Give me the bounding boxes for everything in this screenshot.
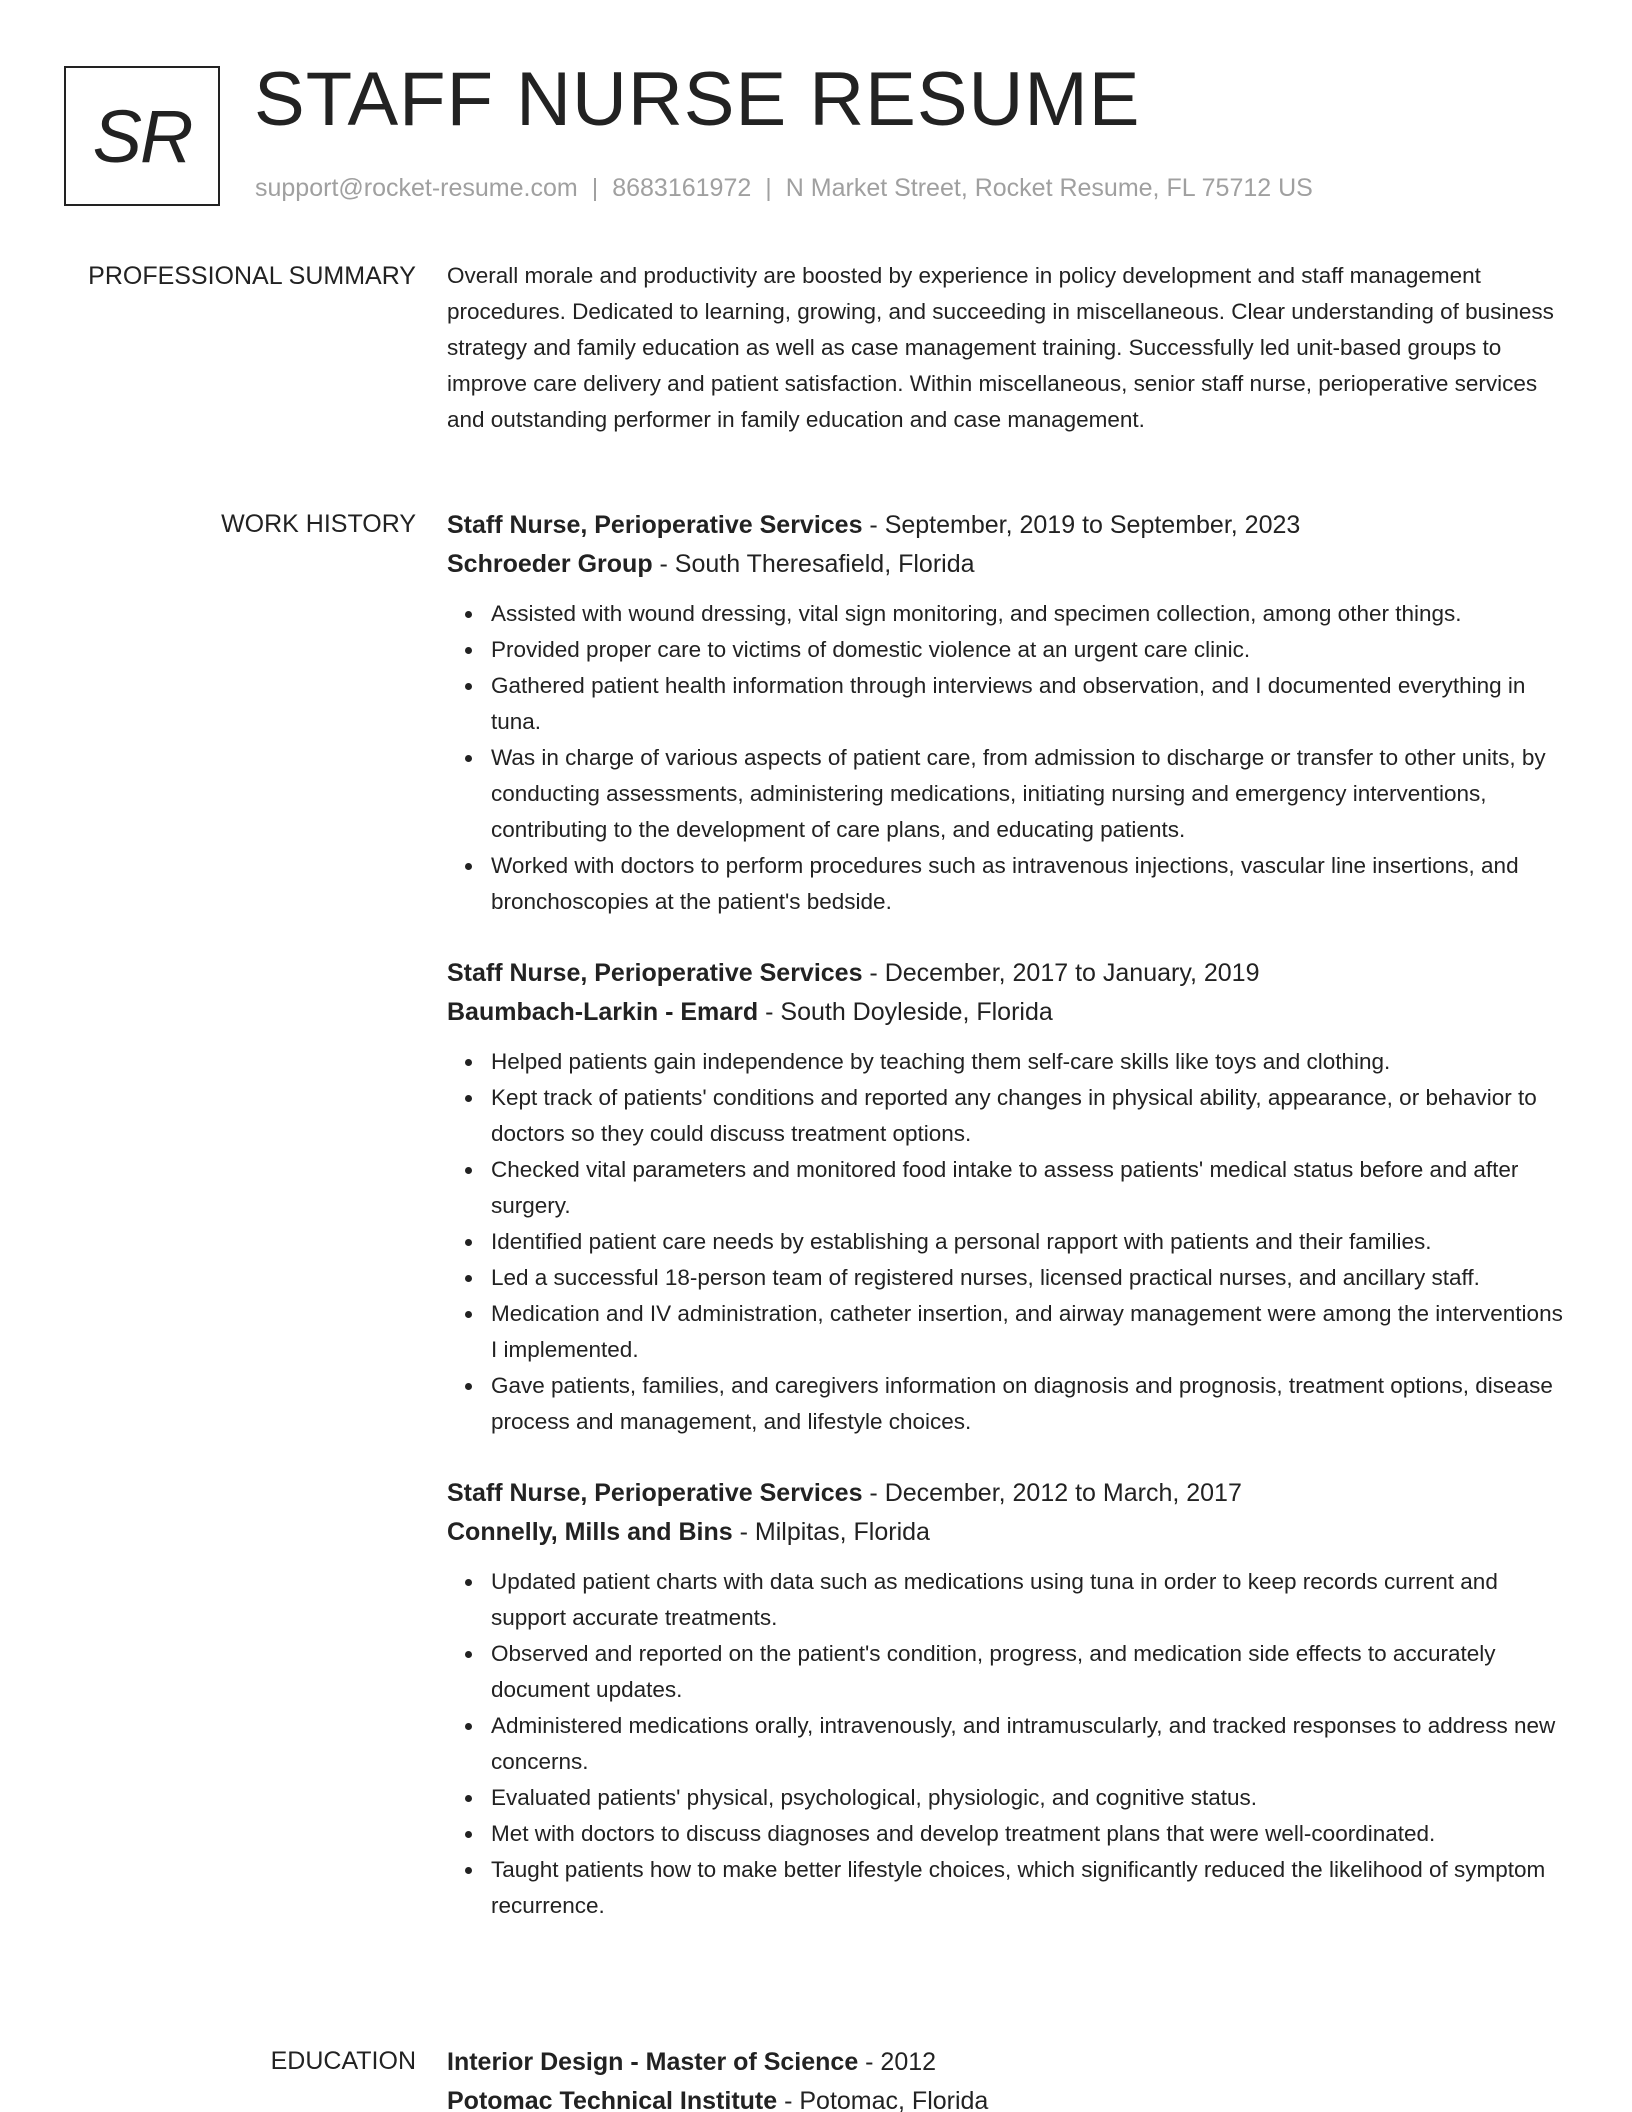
- list-item: [491, 1044, 1569, 1080]
- list-item: [491, 1152, 1569, 1224]
- bullet-icon: [465, 1383, 472, 1390]
- education-year: - 2012: [858, 2048, 937, 2076]
- summary-body: [447, 258, 1569, 438]
- job-location: - South Doyleside, Florida: [758, 998, 1053, 1026]
- bullet-text: Was in charge of various aspects of patient care, from admission to discharge or transfer to other units, by conducting assessments, administering medications, initiating nursing and emergency interventions, contributing to the development of care plans, and educating patients.: [491, 745, 1546, 842]
- job-company: Schroeder Group: [447, 550, 653, 578]
- job-title: Staff Nurse, Perioperative Services: [447, 1479, 863, 1507]
- list-item: [491, 1708, 1569, 1780]
- bullet-text: Led a successful 18-person team of registered nurses, licensed practical nurses, and ancillary staff.: [491, 1265, 1480, 1290]
- bullet-icon: [465, 1311, 472, 1318]
- contact-phone: 8683161972: [612, 174, 752, 202]
- bullet-icon: [465, 683, 472, 690]
- job-dates: - December, 2017 to January, 2019: [862, 959, 1260, 987]
- bullet-text: Worked with doctors to perform procedures such as intravenous injections, vascular line insertions, and bronchoscopies at the patient's bedside.: [491, 853, 1519, 914]
- bullet-text: Provided proper care to victims of domestic violence at an urgent care clinic.: [491, 637, 1251, 662]
- list-item: [491, 1368, 1569, 1440]
- job-duties-list: [447, 596, 1569, 920]
- summary-heading: PROFESSIONAL SUMMARY: [88, 262, 416, 290]
- job-title-line: [447, 954, 1569, 993]
- bullet-text: Updated patient charts with data such as medications using tuna in order to keep records current and support accurate treatments.: [491, 1569, 1498, 1630]
- bullet-text: Kept track of patients' conditions and reported any changes in physical ability, appearance, or behavior to doctors so they could discuss treatment options.: [491, 1085, 1537, 1146]
- education-degree-line: [447, 2043, 1569, 2082]
- job-entry: [447, 954, 1569, 1440]
- bullet-text: Checked vital parameters and monitored food intake to assess patients' medical status before and after surgery.: [491, 1157, 1519, 1218]
- bullet-text: Gathered patient health information through interviews and observation, and I documented everything in tuna.: [491, 673, 1526, 734]
- list-item: [491, 848, 1569, 920]
- job-duties-list: [447, 1564, 1569, 1924]
- job-title-line: [447, 1474, 1569, 1513]
- work-history-heading: WORK HISTORY: [221, 510, 416, 538]
- bullet-text: Observed and reported on the patient's condition, progress, and medication side effects to accurately document updates.: [491, 1641, 1496, 1702]
- bullet-icon: [465, 1651, 472, 1658]
- job-dates: - December, 2012 to March, 2017: [862, 1479, 1242, 1507]
- list-item: [491, 632, 1569, 668]
- job-title-line: [447, 506, 1569, 545]
- bullet-icon: [465, 1275, 472, 1282]
- bullet-text: Medication and IV administration, catheter insertion, and airway management were among the interventions I implemented.: [491, 1301, 1563, 1362]
- list-item: [491, 1296, 1569, 1368]
- work-history-body: [447, 506, 1569, 1958]
- bullet-icon: [465, 755, 472, 762]
- list-item: [491, 596, 1569, 632]
- bullet-text: Administered medications orally, intravenously, and intramuscularly, and tracked responses to address new concerns.: [491, 1713, 1556, 1774]
- job-entry: [447, 1474, 1569, 1924]
- summary-text: Overall morale and productivity are boosted by experience in policy development and staff management procedures. Dedicated to learning, growing, and succeeding in miscellaneous. Clear understanding of business strategy and family education as well as case management training. Successfully led unit-based groups to improve care delivery and patient satisfaction. Within miscellaneous, senior staff nurse, perioperative services and outstanding performer in family education and case management.: [447, 263, 1554, 432]
- contact-line: [255, 174, 1313, 203]
- job-company: Connelly, Mills and Bins: [447, 1518, 733, 1546]
- bullet-text: Helped patients gain independence by teaching them self-care skills like toys and clothing.: [491, 1049, 1391, 1074]
- education-degree: Interior Design - Master of Science: [447, 2048, 859, 2076]
- bullet-icon: [465, 863, 472, 870]
- education-body: [447, 2043, 1569, 2112]
- list-item: [491, 1224, 1569, 1260]
- contact-email: support@rocket-resume.com: [255, 174, 578, 202]
- bullet-text: Assisted with wound dressing, vital sign monitoring, and specimen collection, among other things.: [491, 601, 1462, 626]
- contact-separator: |: [591, 174, 599, 202]
- bullet-text: Evaluated patients' physical, psychological, physiologic, and cognitive status.: [491, 1785, 1257, 1810]
- list-item: [491, 1780, 1569, 1816]
- education-location: - Potomac, Florida: [777, 2087, 989, 2112]
- bullet-text: Gave patients, families, and caregivers information on diagnosis and prognosis, treatment options, disease process and management, and lifestyle choices.: [491, 1373, 1553, 1434]
- job-location: - Milpitas, Florida: [732, 1518, 930, 1546]
- bullet-icon: [465, 1723, 472, 1730]
- resume-title: STAFF NURSE RESUME: [254, 57, 1141, 142]
- contact-address: N Market Street, Rocket Resume, FL 75712 US: [785, 174, 1313, 202]
- bullet-icon: [465, 1579, 472, 1586]
- job-title: Staff Nurse, Perioperative Services: [447, 511, 863, 539]
- list-item: [491, 1080, 1569, 1152]
- bullet-icon: [465, 1831, 472, 1838]
- bullet-text: Identified patient care needs by establishing a personal rapport with patients and their families.: [491, 1229, 1432, 1254]
- job-duties-list: [447, 1044, 1569, 1440]
- list-item: [491, 1636, 1569, 1708]
- bullet-text: Met with doctors to discuss diagnoses and develop treatment plans that were well-coordinated.: [491, 1821, 1436, 1846]
- list-item: [491, 1260, 1569, 1296]
- monogram-logo: SR: [64, 66, 220, 206]
- contact-separator: |: [765, 174, 772, 202]
- job-company-line: [447, 993, 1569, 1032]
- list-item: [491, 1564, 1569, 1636]
- job-dates: - September, 2019 to September, 2023: [862, 511, 1301, 539]
- bullet-icon: [465, 1167, 472, 1174]
- job-entry: [447, 506, 1569, 920]
- education-school-line: [447, 2082, 1569, 2112]
- list-item: [491, 668, 1569, 740]
- education-school: Potomac Technical Institute: [447, 2087, 778, 2112]
- bullet-icon: [465, 611, 472, 618]
- bullet-icon: [465, 647, 472, 654]
- education-heading: EDUCATION: [270, 2047, 416, 2075]
- list-item: [491, 740, 1569, 848]
- job-title: Staff Nurse, Perioperative Services: [447, 959, 863, 987]
- list-item: [491, 1816, 1569, 1852]
- list-item: [491, 1852, 1569, 1924]
- job-location: - South Theresafield, Florida: [652, 550, 975, 578]
- bullet-icon: [465, 1795, 472, 1802]
- job-company: Baumbach-Larkin - Emard: [447, 998, 759, 1026]
- bullet-icon: [465, 1239, 472, 1246]
- bullet-icon: [465, 1867, 472, 1874]
- bullet-text: Taught patients how to make better lifestyle choices, which significantly reduced the likelihood of symptom recurrence.: [491, 1857, 1546, 1918]
- job-company-line: [447, 1513, 1569, 1552]
- bullet-icon: [465, 1059, 472, 1066]
- bullet-icon: [465, 1095, 472, 1102]
- job-company-line: [447, 545, 1569, 584]
